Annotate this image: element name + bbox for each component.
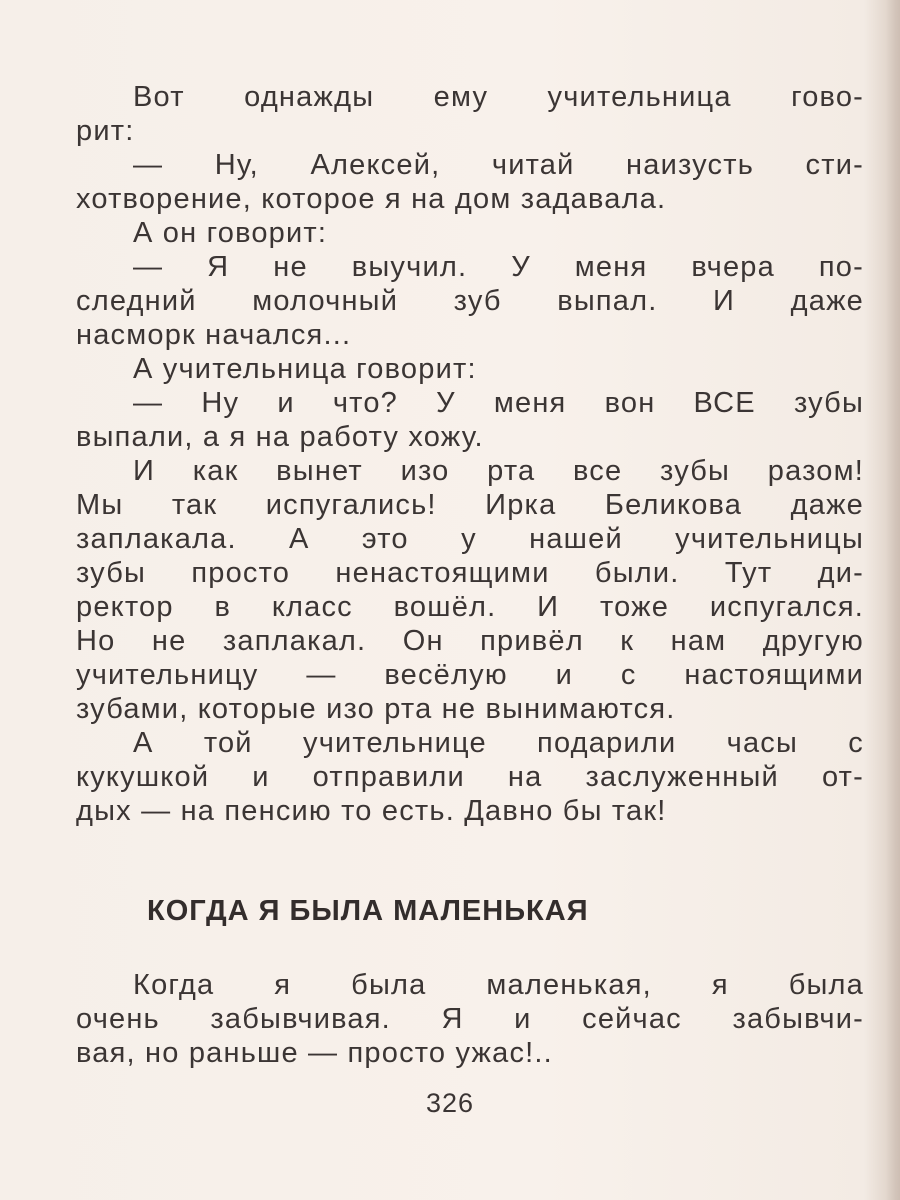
text-line: А учительница говорит:: [133, 353, 477, 385]
chapter-title: КОГДА Я БЫЛА МАЛЕНЬКАЯ: [147, 895, 589, 927]
text-line: вая, но раньше — просто ужас!..: [76, 1037, 553, 1069]
text-line: учительницу — весёлую и с настоящими: [76, 659, 864, 691]
text-line: кукушкой и отправили на заслуженный от-: [76, 761, 864, 793]
text-line: хотворение, которое я на дом задавала.: [76, 183, 667, 215]
text-line: рит:: [76, 115, 135, 147]
text-line: Но не заплакал. Он привёл к нам другую: [76, 625, 864, 657]
text-line: И как вынет изо рта все зубы разом!: [133, 455, 864, 487]
page-edge-shadow: [886, 0, 900, 1200]
text-line: А он говорит:: [133, 217, 328, 249]
text-line: — Я не выучил. У меня вчера по-: [133, 251, 864, 283]
text-line: насморк начался...: [76, 319, 352, 351]
text-line: очень забывчивая. Я и сейчас забывчи-: [76, 1003, 864, 1035]
text-line: Мы так испугались! Ирка Беликова даже: [76, 489, 864, 521]
text-line: заплакала. А это у нашей учительницы: [76, 523, 864, 555]
page-number: 326: [425, 1088, 475, 1118]
text-line: — Ну, Алексей, читай наизусть сти-: [133, 149, 864, 181]
text-line: следний молочный зуб выпал. И даже: [76, 285, 864, 317]
text-line: Когда я была маленькая, я была: [133, 969, 864, 1001]
text-line: — Ну и что? У меня вон ВСЕ зубы: [133, 387, 864, 419]
text-line: выпали, а я на работу хожу.: [76, 421, 484, 453]
text-line: Вот однажды ему учительница гово-: [133, 81, 864, 113]
text-line: дых — на пенсию то есть. Давно бы так!: [76, 795, 667, 827]
text-line: ректор в класс вошёл. И тоже испугался.: [76, 591, 864, 623]
text-line: А той учительнице подарили часы с: [133, 727, 864, 759]
text-line: зубы просто ненастоящими были. Тут ди-: [76, 557, 864, 589]
text-line: зубами, которые изо рта не вынимаются.: [76, 693, 676, 725]
